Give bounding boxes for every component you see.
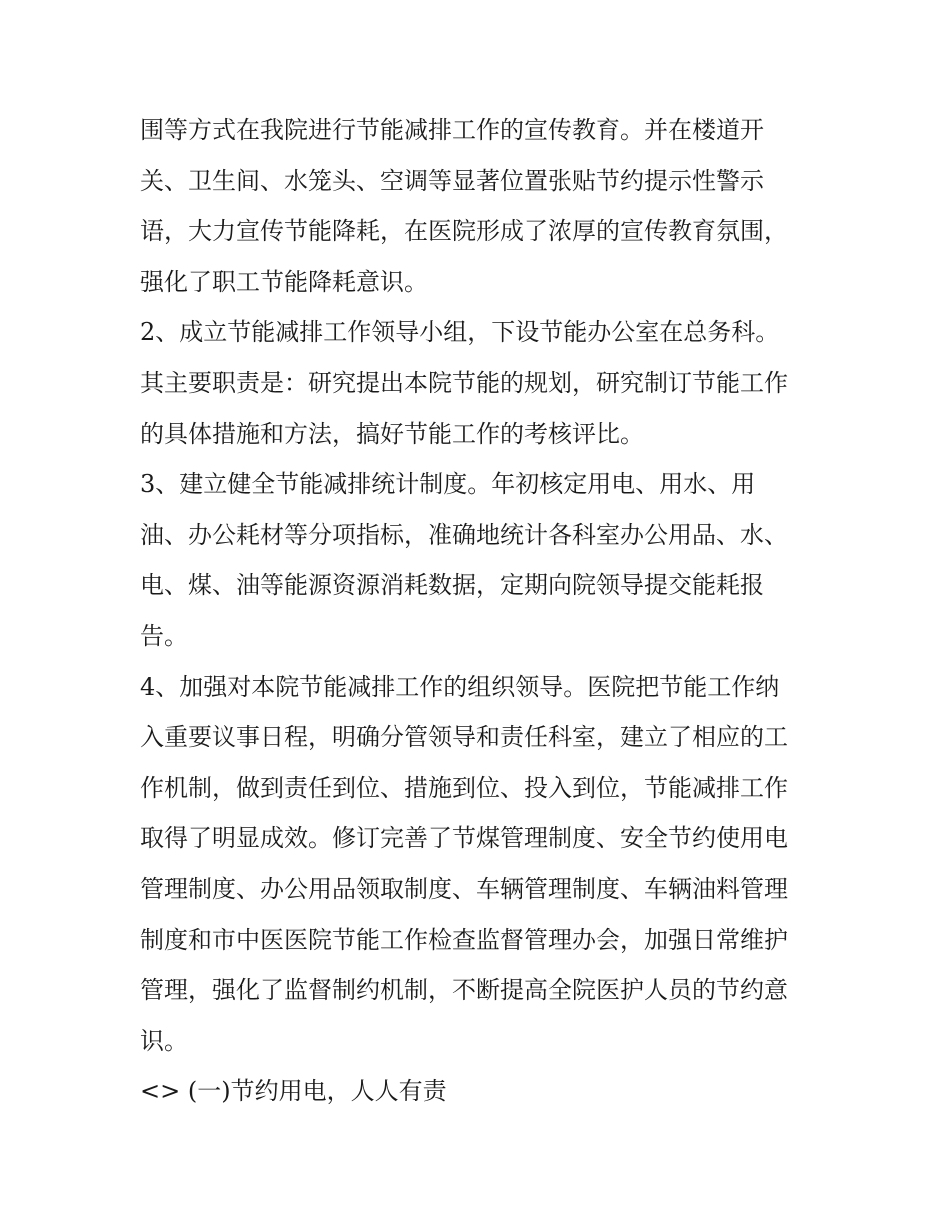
text-line: 强化了职工节能降耗意识。 xyxy=(140,267,428,296)
text-line: 其主要职责是：研究提出本院节能的规划，研究制订节能工作 xyxy=(140,368,788,397)
text-line: 管理，强化了监督制约机制，不断提高全院医护人员的节约意 xyxy=(140,976,788,1005)
text-line: 取得了明显成效。修订完善了节煤管理制度、安全节约使用电 xyxy=(140,824,788,853)
text-line: 管理制度、办公用品领取制度、车辆管理制度、车辆油料管理 xyxy=(140,874,788,903)
text-line: 作机制，做到责任到位、措施到位、投入到位，节能减排工作 xyxy=(140,773,788,802)
text-line: 制度和市中医医院节能工作检查监督管理办会，加强日常维护 xyxy=(140,925,788,954)
text-line: 电、煤、油等能源资源消耗数据，定期向院领导提交能耗报 xyxy=(140,571,764,600)
text-line: 入重要议事日程，明确分管领导和责任科室，建立了相应的工 xyxy=(140,723,788,752)
text-line: 语，大力宣传节能降耗，在医院形成了浓厚的宣传教育氛围， xyxy=(140,217,788,246)
section-3-line: 3、建立健全节能减排统计制度。年初核定用电、用水、用 xyxy=(140,470,756,499)
text-line: 油、办公耗材等分项指标，准确地统计各科室办公用品、水、 xyxy=(140,520,788,549)
text-line: 关、卫生间、水笼头、空调等显著位置张贴节约提示性警示 xyxy=(140,166,764,195)
text-line: 告。 xyxy=(140,621,188,650)
text-line: 识。 xyxy=(140,1026,188,1055)
section-2-line: 2、成立节能减排工作领导小组，下设节能办公室在总务科。 xyxy=(140,318,780,347)
text-line: 的具体措施和方法，搞好节能工作的考核评比。 xyxy=(140,419,644,448)
text-line: 围等方式在我院进行节能减排工作的宣传教育。并在楼道开 xyxy=(140,116,764,144)
section-4-line: 4、加强对本院节能减排工作的组织领导。医院把节能工作纳 xyxy=(140,672,780,701)
subheading-line: <> (一)节约用电，人人有责 xyxy=(140,1077,447,1106)
document-body xyxy=(140,105,820,1117)
